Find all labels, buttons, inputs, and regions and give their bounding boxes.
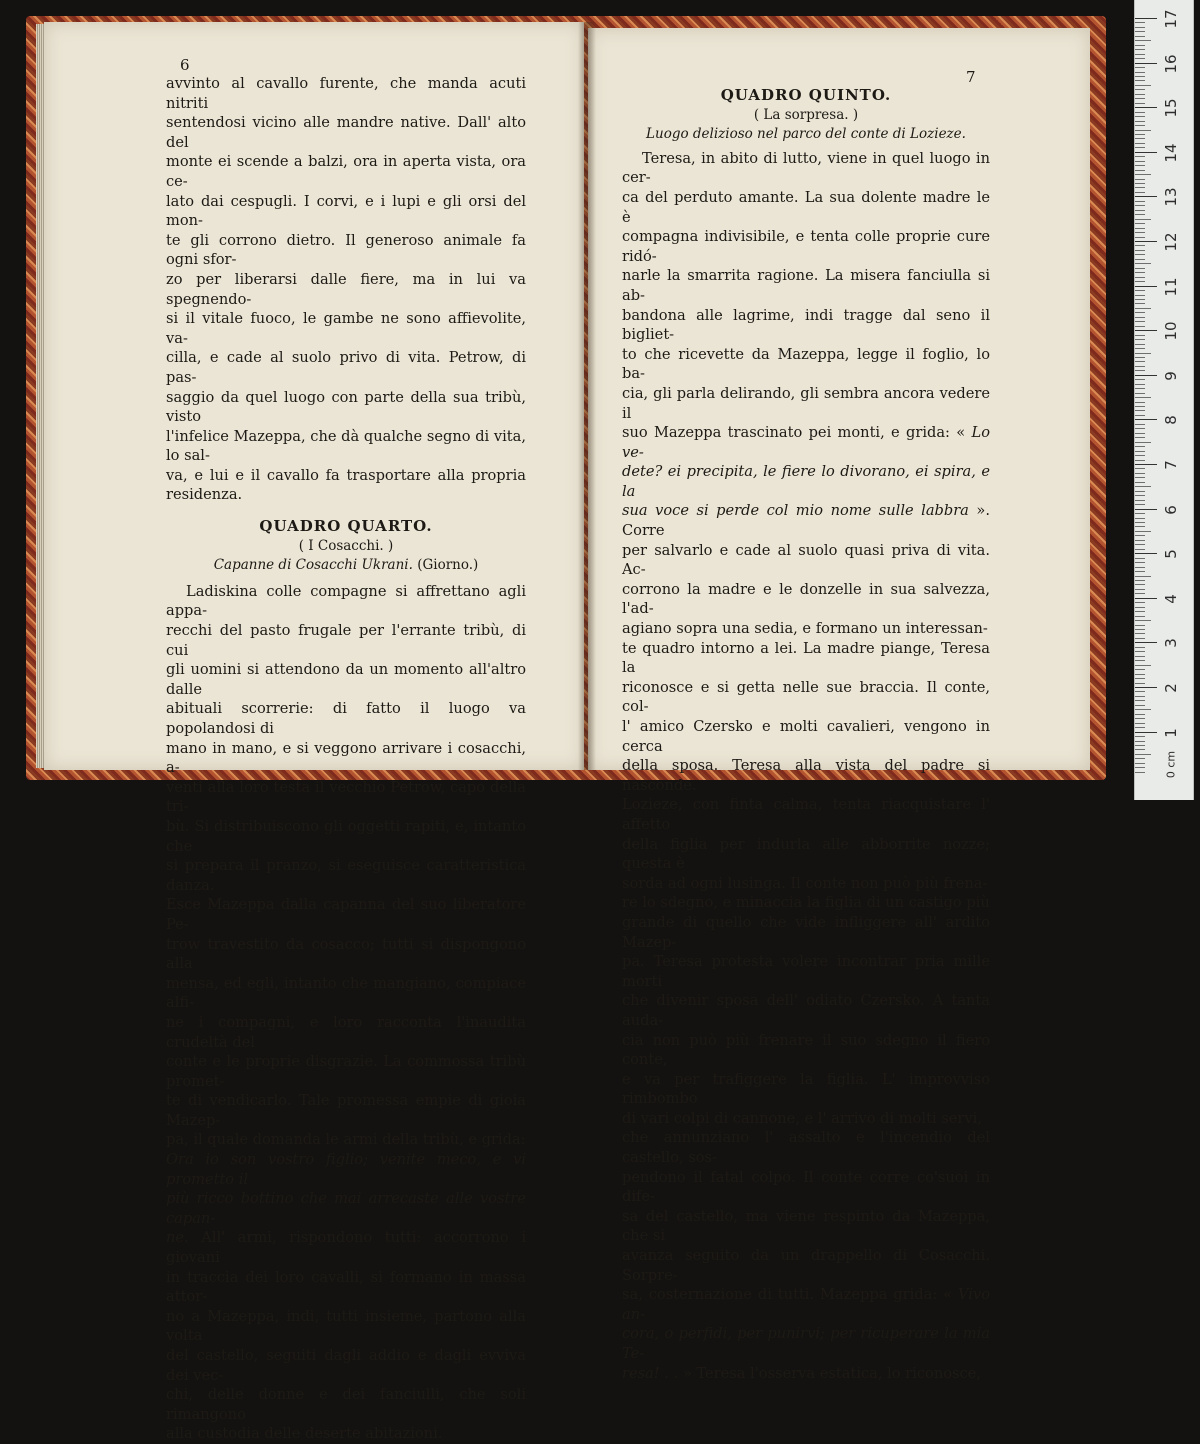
ruler-tick	[1135, 348, 1145, 349]
ruler-tick	[1135, 223, 1145, 224]
text-line: cia non può più frenare il suo sdegno il fiero conte,	[622, 1031, 990, 1069]
ruler-tick	[1135, 219, 1151, 220]
text-line: Esce Mazeppa dalla capanna del suo liberatore Pe-	[166, 896, 526, 933]
text-line: sorda ad ogni lusinga. Il conte non può più frena-	[622, 874, 988, 892]
ruler-tick	[1135, 277, 1145, 278]
ruler-tick	[1135, 718, 1145, 719]
ruler-tick	[1135, 714, 1145, 715]
ruler-tick	[1135, 513, 1145, 514]
text-line: ca del perduto amante. La sua dolente madre le è	[622, 188, 990, 226]
ruler-tick	[1135, 598, 1157, 599]
ruler-tick	[1135, 763, 1145, 764]
line-plain: suo Mazeppa trascinato pei monti, e grida: «	[622, 424, 966, 442]
text-line: bù. Si distribuiscono gli oggetti rapiti, e, intanto che	[166, 817, 526, 855]
section-heading: QUADRO QUARTO.	[259, 517, 433, 536]
text-line: l'infelice Mazeppa, che dà qualche segno di vita, lo sal-	[166, 427, 526, 465]
ruler-tick	[1135, 468, 1145, 469]
ruler-tick	[1135, 121, 1145, 122]
setting-italic: Capanne di Cosacchi Ukrani.	[213, 557, 413, 574]
ruler-tick	[1135, 616, 1145, 617]
ruler-tick	[1135, 687, 1157, 688]
ruler-tick	[1135, 705, 1145, 706]
text-line: lato dai cespugli. I corvi, e i lupi e gli orsi del mon-	[166, 192, 526, 230]
ruler-tick	[1135, 147, 1145, 148]
ruler-tick	[1135, 584, 1145, 585]
text-line: dete? ei precipita, le fiere lo divorano, ei spira, e la	[622, 463, 990, 500]
text-line: avanza seguito da un drappello di Cosacchi. Sorpre-	[622, 1247, 990, 1284]
ruler-tick	[1135, 544, 1145, 545]
ruler-tick	[1135, 567, 1145, 568]
text-line: no a Mazeppa, indi, tutti insieme, partono alla volta	[166, 1307, 526, 1345]
ruler-tick	[1135, 633, 1145, 634]
line-italic: resa! . .	[622, 1364, 679, 1382]
ruler-tick	[1135, 290, 1145, 291]
text-line	[622, 1285, 990, 1324]
text-line: Ora io son vostro figlio; venite meco, e vi prometto il	[166, 1151, 526, 1188]
ruler-tick	[1135, 406, 1145, 407]
ruler-tick	[1135, 40, 1151, 41]
ruler-tick	[1135, 152, 1157, 153]
ruler-tick	[1135, 375, 1157, 376]
ruler-tick	[1135, 749, 1145, 750]
ruler-tick	[1135, 638, 1145, 639]
ruler-number: 17	[1162, 9, 1180, 29]
left-page	[44, 22, 584, 1443]
text-line: avvinto al cavallo furente, che manda acuti nitriti	[166, 75, 526, 112]
ruler-number: 3	[1162, 638, 1180, 649]
ruler-tick	[1135, 353, 1151, 354]
text-line: agiano sopra una sedia, e formano un interessan-	[622, 620, 988, 638]
ruler-tick	[1135, 196, 1157, 197]
ruler-number: 5	[1162, 549, 1180, 559]
ruler-tick	[1135, 366, 1145, 367]
text-line: che annunziano l' assalto e l'incendio del castello, sos-	[622, 1129, 990, 1167]
ruler-tick	[1135, 174, 1151, 175]
ruler-tick	[1135, 67, 1145, 68]
ruler-tick	[1135, 130, 1151, 131]
ruler-tick	[1135, 589, 1145, 590]
text-line: bandona alle lagrime, indi tragge dal seno il bigliet-	[622, 306, 990, 344]
section-subtitle: ( I Cosacchi. )	[298, 537, 394, 554]
ruler-tick	[1135, 428, 1145, 429]
ruler-tick	[1135, 736, 1145, 737]
ruler-tick	[1135, 460, 1145, 461]
ruler-tick	[1135, 143, 1145, 144]
ruler-tick	[1135, 179, 1145, 180]
text-line: in traccia dei loro cavalli, si formano in massa attor-	[166, 1268, 526, 1306]
text-line: Ladiskina colle compagne si affrettano agli appa-	[166, 582, 526, 620]
text-line: gli uomini si attendono da un momento all'altro dalle	[166, 661, 526, 698]
text-line: l' amico Czersko e molti cavalieri, vengono in cerca	[622, 718, 990, 755]
ruler-tick	[1135, 94, 1145, 95]
ruler-number: 14	[1162, 143, 1180, 163]
ruler-tick	[1135, 669, 1145, 670]
ruler-tick	[1135, 696, 1145, 697]
quote	[622, 462, 990, 501]
ruler-tick	[1135, 54, 1145, 55]
ruler-unit: 0 cm	[1164, 750, 1178, 779]
text-line: monte ei scende a balzi, ora in aperta vista, ora ce-	[166, 153, 526, 190]
section-heading: QUADRO QUINTO.	[720, 86, 892, 104]
ruler-tick	[1135, 330, 1157, 331]
ruler-tick	[1135, 259, 1145, 260]
ruler-tick	[1135, 31, 1145, 32]
ruler-tick	[1135, 558, 1145, 559]
ruler-tick	[1135, 419, 1157, 420]
ruler-tick	[1135, 540, 1145, 541]
ruler-tick	[1135, 602, 1145, 603]
ruler-tick	[1135, 116, 1145, 117]
ruler-number: 8	[1162, 415, 1180, 426]
ruler-tick	[1135, 112, 1145, 113]
page-number: 7	[966, 68, 976, 86]
ruler-tick	[1135, 535, 1145, 536]
text-line: cia, gli parla delirando, gli sembra ancora vedere il	[622, 384, 990, 422]
page-number: 6	[180, 56, 190, 74]
ruler-tick	[1135, 49, 1145, 50]
ruler-number: 1	[1162, 727, 1180, 738]
ruler-tick	[1135, 691, 1145, 692]
text-line: sa del castello, ma viene respinto da Mazeppa, che si	[622, 1207, 990, 1245]
ruler-number: 9	[1162, 371, 1180, 381]
quote-end: ne.	[166, 1229, 189, 1247]
ruler-tick	[1135, 562, 1145, 563]
ruler-tick	[1135, 402, 1145, 403]
text-line: del castello, seguiti dagli addio e dagli evviva dei vec-	[166, 1347, 526, 1384]
ruler-tick	[1135, 295, 1145, 296]
ruler-number: 15	[1162, 98, 1180, 118]
ruler-tick	[1135, 103, 1145, 104]
ruler-tick	[1135, 495, 1145, 496]
ruler-tick	[1135, 437, 1145, 438]
ruler-tick	[1135, 625, 1145, 626]
ruler-tick	[1135, 201, 1145, 202]
ruler-tick	[1135, 660, 1145, 661]
text-line: e va per trafiggere la figlia. L' improvviso rimbombo	[622, 1070, 990, 1108]
ruler-tick	[1135, 183, 1145, 184]
ruler-tick	[1135, 415, 1145, 416]
ruler-tick	[1135, 647, 1145, 648]
text-line: pa. Teresa protesta volere incontrar pria mille morti	[622, 953, 990, 990]
text-line: sentendosi vicino alle mandre native. Dall' alto del	[166, 114, 526, 151]
line-italic: sua voce si perde col mio nome sulle labbra	[622, 502, 969, 520]
ruler-tick	[1135, 451, 1145, 452]
ruler-number: 7	[1162, 460, 1180, 470]
ruler-tick	[1135, 165, 1145, 166]
text-line: della sposa. Teresa alla vista del padre si nasconde.	[622, 757, 990, 794]
text-line: si prepara il pranzo, si eseguisce caratteristica danza.	[166, 857, 526, 894]
text-line: compagna indivisibile, e tenta colle proprie cure ridó-	[622, 228, 990, 265]
ruler-tick	[1135, 245, 1145, 246]
ruler-tick	[1135, 526, 1145, 527]
text-line: te gli corrono dietro. Il generoso animale fa ogni sfor-	[166, 231, 526, 269]
ruler-tick	[1135, 361, 1145, 362]
ruler-tick	[1135, 321, 1145, 322]
ruler-tick	[1135, 518, 1145, 519]
ruler-number: 6	[1162, 504, 1180, 515]
ruler-tick	[1135, 397, 1151, 398]
ruler-tick	[1135, 464, 1157, 465]
text-line	[622, 423, 990, 462]
ruler-tick	[1135, 410, 1145, 411]
ruler-tick	[1135, 393, 1145, 394]
measuring-ruler	[1134, 0, 1194, 800]
ruler-tick	[1135, 299, 1145, 300]
text-line: di vari colpi di cannone, e l' arrivo di molti servi,	[622, 1109, 982, 1127]
ruler-tick	[1135, 312, 1145, 313]
ruler-tick	[1135, 522, 1145, 523]
ruler-tick	[1135, 317, 1145, 318]
ruler-tick	[1135, 433, 1145, 434]
ruler-tick	[1135, 767, 1145, 768]
ruler-tick	[1135, 491, 1145, 492]
text-line: ne i compagni, e loro racconta l'inaudita crudeltà del	[166, 1013, 526, 1051]
text-line: cilla, e cade al suolo privo di vita. Petrow, di pas-	[166, 349, 526, 386]
ruler-tick	[1135, 700, 1145, 701]
text-line: più ricco bottino che mai arrecaste alle vostre capan-	[166, 1190, 526, 1227]
text-line: grande di quello che vide infliggere all' ardito Mazep-	[622, 913, 990, 951]
ruler-tick	[1135, 281, 1145, 282]
text-line: riconosce e si getta nelle sue braccia. Il conte, col-	[622, 678, 990, 716]
text-line: trow travestito da cosacco; tutti si dispongono alla	[166, 935, 526, 973]
ruler-tick	[1135, 192, 1145, 193]
section-setting	[166, 556, 526, 576]
ruler-tick	[1135, 63, 1157, 64]
line-plain: » Teresa l'osserva estatica, lo riconosce,	[678, 1364, 981, 1382]
ruler-tick	[1135, 45, 1145, 46]
text-line: abituali scorrerie: di fatto il luogo va popolandosi di	[166, 700, 526, 737]
ruler-number: 10	[1162, 321, 1180, 341]
line-plain: sa, costernazione di tutti. Mazeppa grida: «	[622, 1286, 953, 1304]
text-line: corrono la madre e le donzelle in sua salvezza, l'ad-	[622, 580, 990, 618]
quote	[166, 1150, 526, 1228]
ruler-tick	[1135, 241, 1157, 242]
ruler-tick	[1135, 138, 1145, 139]
ruler-tick	[1135, 357, 1145, 358]
ruler-tick	[1135, 286, 1157, 287]
ruler-tick	[1135, 727, 1145, 728]
text-line: va, e lui e il cavallo fa trasportare alla propria residenza.	[166, 466, 526, 504]
text-line: conte e le proprie disgrazie. La commossa tribù promet-	[166, 1053, 526, 1090]
text-line: saggio da quel luogo con parte della sua tribù, visto	[166, 388, 526, 426]
left-page-text	[166, 74, 526, 1444]
ruler-tick	[1135, 22, 1145, 23]
text-line: che divenir sposa dell' odiato Czersko. A tanta auda-	[622, 992, 990, 1029]
paragraph	[166, 1268, 526, 1444]
ruler-tick	[1135, 531, 1151, 532]
ruler-tick	[1135, 553, 1157, 554]
ruler-tick	[1135, 571, 1145, 572]
ruler-tick	[1135, 642, 1157, 643]
paragraph	[622, 149, 990, 423]
ruler-tick	[1135, 678, 1145, 679]
ruler-tick	[1135, 674, 1145, 675]
ruler-tick	[1135, 214, 1145, 215]
ruler-number: 2	[1162, 683, 1180, 693]
ruler-tick	[1135, 709, 1151, 710]
line-italic: Lo ve-	[622, 424, 991, 461]
ruler-tick	[1135, 424, 1145, 425]
text-line: mano in mano, e si veggono arrivare i cosacchi, a-	[166, 739, 526, 777]
ruler-tick	[1135, 335, 1145, 336]
ruler-tick	[1135, 509, 1157, 510]
ruler-tick	[1135, 36, 1145, 37]
ruler-tick	[1135, 237, 1145, 238]
ruler-tick	[1135, 161, 1145, 162]
text-line: alla custodia delle deserte abitazioni.	[166, 1425, 443, 1443]
ruler-tick	[1135, 384, 1145, 385]
ruler-tick	[1135, 477, 1145, 478]
ruler-tick	[1135, 576, 1151, 577]
ruler-tick	[1135, 611, 1145, 612]
ruler-tick	[1135, 442, 1151, 443]
text-line: Lozieze, con finta calma, tenta riacquistare l' affetto	[622, 796, 990, 833]
text-line: venti alla loro testa il vecchio Petrow, capo della tri-	[166, 778, 526, 816]
text-line: chi, delle donne e dei fanciulli, che soli rimangono	[166, 1386, 526, 1423]
ruler-tick	[1135, 344, 1145, 345]
text-line: to che ricevette da Mazeppa, legge il foglio, lo ba-	[622, 345, 990, 383]
ruler-tick	[1135, 18, 1157, 19]
ruler-number: 4	[1162, 594, 1180, 604]
text-line: della figlia per indurla alle abborrite nozze; questa è	[622, 835, 990, 873]
ruler-tick	[1135, 620, 1151, 621]
text-line: te quadro intorno a lei. La madre piange, Teresa la	[622, 639, 990, 677]
ruler-tick	[1135, 446, 1145, 447]
ruler-tick	[1135, 745, 1145, 746]
text-line: cora, o perfidi, per punirvi; per ricuperare la mia Te-	[622, 1325, 990, 1362]
ruler-tick	[1135, 473, 1145, 474]
ruler-tick	[1135, 134, 1145, 135]
ruler-number: 12	[1162, 232, 1180, 252]
text-line: te di vendicarlo. Tale promessa empie di gioia Mazep-	[166, 1092, 526, 1129]
ruler-number: 16	[1162, 54, 1180, 74]
ruler-tick	[1135, 732, 1157, 733]
ruler-tick	[1135, 308, 1151, 309]
ruler-tick	[1135, 263, 1151, 264]
right-page-text	[622, 86, 990, 1383]
setting-plain: (Giorno.)	[417, 557, 479, 574]
ruler-tick	[1135, 85, 1151, 86]
right-page	[588, 28, 1090, 1382]
ruler-tick	[1135, 504, 1145, 505]
ruler-tick	[1135, 27, 1145, 28]
ruler-tick	[1135, 665, 1151, 666]
ruler-tick	[1135, 723, 1145, 724]
ruler-tick	[1135, 339, 1145, 340]
text-line	[622, 1364, 990, 1384]
ruler-tick	[1135, 205, 1145, 206]
ruler-tick	[1135, 549, 1145, 550]
ruler-tick	[1135, 232, 1145, 233]
line-italic: Vivo an-	[622, 1286, 990, 1323]
ruler-tick	[1135, 58, 1145, 59]
section-subtitle: ( La sorpresa. )	[753, 106, 859, 123]
text-line: pa, il quale domanda le armi della tribù, e grida:	[166, 1131, 526, 1149]
ruler-tick	[1135, 651, 1145, 652]
ruler-tick	[1135, 455, 1145, 456]
after-quote: All' armi, rispondono tutti: accorrono i giovani	[166, 1229, 526, 1267]
ruler-number: 13	[1162, 187, 1180, 207]
section-setting: Luogo delizioso nel parco del conte di Lozieze.	[646, 126, 966, 143]
ruler-tick	[1135, 170, 1145, 171]
ruler-tick	[1135, 156, 1145, 157]
text-line: si il vitale fuoco, le gambe ne sono affievolite, va-	[166, 310, 526, 347]
ruler-tick	[1135, 268, 1145, 269]
ruler-tick	[1135, 187, 1145, 188]
ruler-tick	[1135, 89, 1145, 90]
ruler-tick	[1135, 228, 1145, 229]
ruler-tick	[1135, 772, 1145, 773]
ruler-tick	[1135, 379, 1145, 380]
book-gutter	[578, 22, 596, 770]
ruler-tick	[1135, 326, 1145, 327]
ruler-tick	[1135, 303, 1145, 304]
ruler-tick	[1135, 107, 1157, 108]
ruler-tick	[1135, 607, 1145, 608]
text-line: per salvarlo e cade al suolo quasi priva di vita. Ac-	[622, 541, 990, 579]
ruler-tick	[1135, 125, 1145, 126]
ruler-tick	[1135, 72, 1145, 73]
text-line: pendono il fatal colpo. Il conte corre co'suoi in dife-	[622, 1168, 990, 1206]
ruler-tick	[1135, 370, 1145, 371]
text-line: mensa, ed egli, intanto che mangiano, compiace alfi-	[166, 974, 526, 1012]
text-line: recchi del pasto frugale per l'errante tribù, di cui	[166, 622, 526, 659]
text-line: zo per liberarsi dalle fiere, ma in lui va spegnendo-	[166, 270, 526, 308]
ruler-tick	[1135, 593, 1145, 594]
paragraph	[166, 74, 526, 505]
ruler-tick	[1135, 210, 1145, 211]
quote-line	[166, 1228, 526, 1267]
ruler-tick	[1135, 388, 1145, 389]
ruler-tick	[1135, 656, 1145, 657]
ruler-tick	[1135, 98, 1145, 99]
ruler-tick	[1135, 754, 1151, 755]
paragraph	[622, 541, 990, 1286]
ruler-number: 11	[1162, 277, 1180, 297]
text-line: Teresa, in abito di lutto, viene in quel luogo in cer-	[622, 149, 990, 187]
ruler-tick	[1135, 250, 1145, 251]
ruler-tick	[1135, 486, 1151, 487]
ruler-tick	[1135, 76, 1145, 77]
ruler-tick	[1135, 758, 1145, 759]
ruler-tick	[1135, 272, 1145, 273]
paragraph	[166, 582, 526, 1150]
ruler-tick	[1135, 500, 1145, 501]
text-line	[622, 501, 990, 540]
ruler-tick	[1135, 741, 1145, 742]
line-plain: ». Corre	[622, 502, 990, 540]
ruler-tick	[1135, 482, 1145, 483]
ruler-tick	[1135, 629, 1145, 630]
ruler-tick	[1135, 683, 1145, 684]
text-line: narle la smarrita ragione. La misera fanciulla si ab-	[622, 267, 990, 304]
text-line: re lo sdegno, e minaccia la figlia di un castigo più	[622, 894, 990, 912]
ruler-tick	[1135, 80, 1145, 81]
ruler-tick	[1135, 254, 1145, 255]
ruler-tick	[1135, 580, 1145, 581]
